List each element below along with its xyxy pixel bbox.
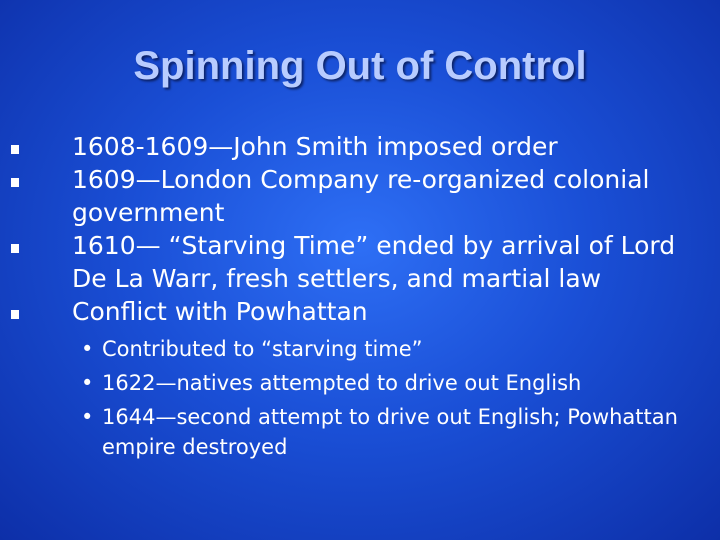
bullet-item [72,295,702,462]
dot-bullet-icon: • [81,405,94,429]
bullet-text: 1608-1609—John Smith imposed order [72,132,558,161]
square-bullet-icon [11,310,19,319]
dot-bullet-icon: • [81,337,94,361]
bullet-text: 1609—London Company re-organized colonial government [72,165,650,227]
sub-bullet-text: 1622—natives attempted to drive out English [102,371,582,395]
square-bullet-icon [11,244,19,253]
bullet-item [72,229,702,295]
slide-title: Spinning Out of Control [133,44,587,88]
bullet-text: 1610— “Starving Time” ended by arrival of Lord De La Warr, fresh settlers, and martial law [72,231,676,293]
bullet-item [72,163,702,229]
sub-bullet-text: Contributed to “starving time” [102,337,423,361]
sub-bullet-item [81,332,702,366]
dot-bullet-icon: • [81,371,94,395]
sub-bullet-text: 1644—second attempt to drive out English; Powhattan empire destroyed [102,405,678,459]
sub-bullet-item [81,402,702,462]
bullet-list [72,130,702,462]
bullet-item [72,130,702,163]
square-bullet-icon [11,178,19,187]
square-bullet-icon [11,145,19,154]
sub-bullet-list [72,332,702,462]
sub-bullet-item [81,366,702,400]
bullet-text: Conflict with Powhattan [72,297,368,326]
